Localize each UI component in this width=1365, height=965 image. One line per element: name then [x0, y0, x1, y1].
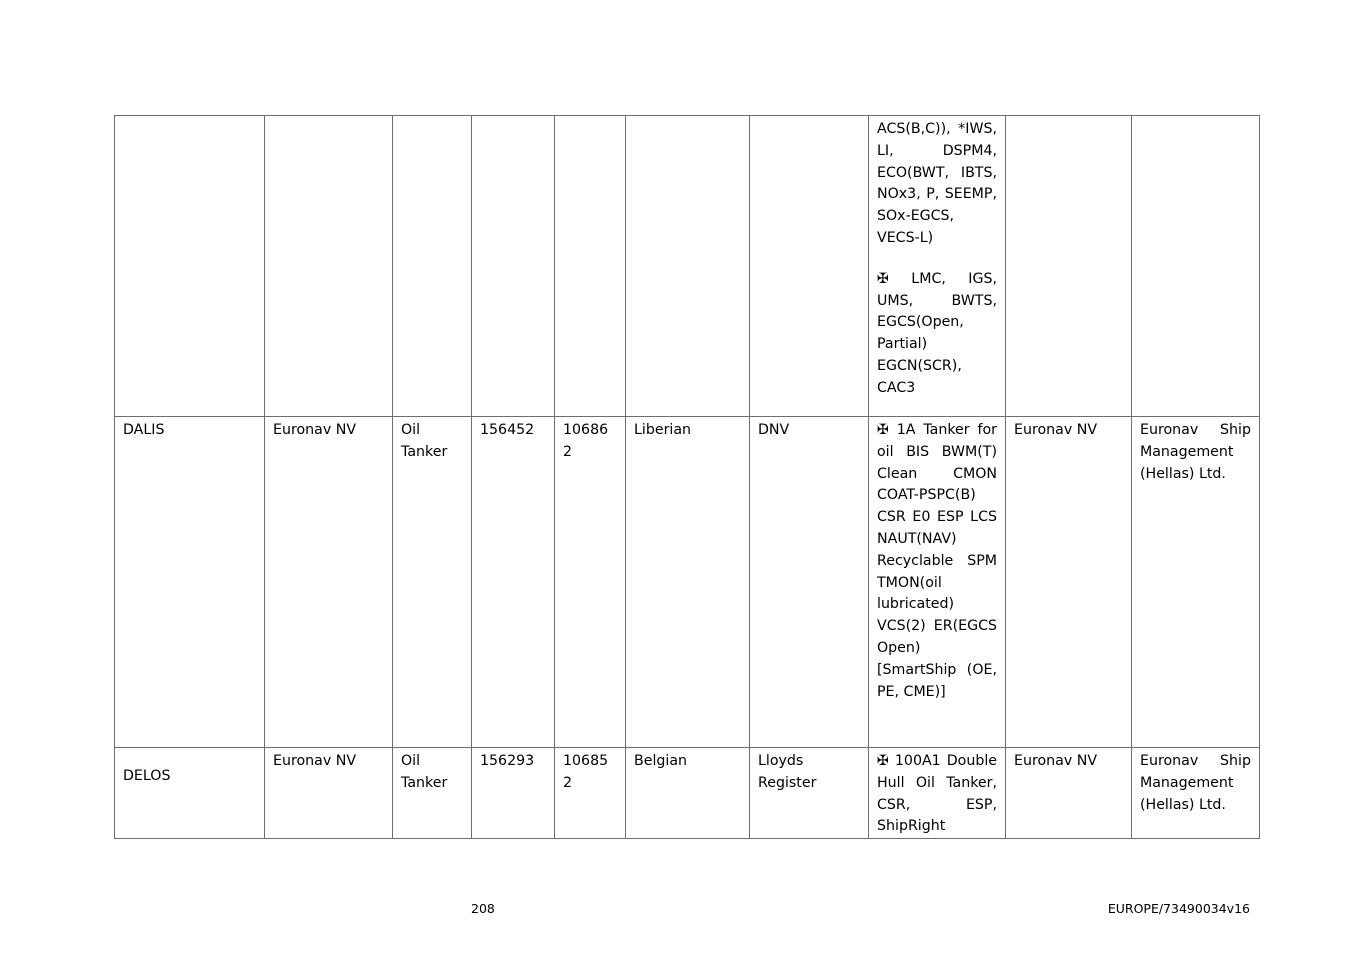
cell-name: DALIS	[115, 417, 265, 748]
cell-gt: 10686 2	[555, 417, 626, 748]
class-notation-block-1: ACS(B,C)), *IWS, LI, DSPM4, ECO(BWT, IBTS, NOx3, P, SEEMP, SOx-EGCS, VECS-L)	[877, 121, 997, 246]
cell-gt: 10685 2	[555, 748, 626, 839]
cell-name: DELOS	[115, 748, 265, 839]
cell-owner	[265, 116, 393, 417]
cell-type: Oil Tanker	[393, 417, 472, 748]
cell-registered-owner: Euronav NV	[1006, 748, 1132, 839]
cell-owner: Euronav NV	[265, 417, 393, 748]
cell-manager	[1132, 116, 1260, 417]
document-reference: EUROPE/73490034v16	[1107, 901, 1250, 916]
cell-flag: Liberian	[626, 417, 750, 748]
cell-manager: Euronav Ship Management (Hellas) Ltd.	[1132, 748, 1260, 839]
cell-class-notation	[869, 116, 1006, 417]
cell-name	[115, 116, 265, 417]
cell-class-society: DNV	[750, 417, 869, 748]
cell-class-notation: ✠ 1A Tanker for oil BIS BWM(T) Clean CMON COAT-PSPC(B) CSR E0 ESP LCS NAUT(NAV) Recyclable SPM TMON(oil lubricated) VCS(2) ER(EGCS Open) [SmartShip (OE, PE, CME)]	[869, 417, 1006, 748]
cell-manager: Euronav Ship Management (Hellas) Ltd.	[1132, 417, 1260, 748]
cell-owner: Euronav NV	[265, 748, 393, 839]
cell-type	[393, 116, 472, 417]
cell-registered-owner	[1006, 116, 1132, 417]
cell-flag: Belgian	[626, 748, 750, 839]
cell-class-society	[750, 116, 869, 417]
cell-dwt	[472, 116, 555, 417]
cell-dwt: 156293	[472, 748, 555, 839]
cell-class-society: Lloyds Register	[750, 748, 869, 839]
cell-class-notation: ✠ 100A1 Double Hull Oil Tanker, CSR, ESP, ShipRight	[869, 748, 1006, 839]
fleet-table	[114, 115, 1260, 839]
class-notation-block-2: ✠ LMC, IGS, UMS, BWTS, EGCS(Open, Partial) EGCN(SCR), CAC3	[877, 270, 997, 396]
cell-type: Oil Tanker	[393, 748, 472, 839]
table-row	[115, 748, 1260, 839]
page-number: 208	[471, 901, 495, 916]
cell-gt	[555, 116, 626, 417]
cell-registered-owner: Euronav NV	[1006, 417, 1132, 748]
table-row-continuation	[115, 116, 1260, 417]
table-row	[115, 417, 1260, 748]
cell-dwt: 156452	[472, 417, 555, 748]
cell-flag	[626, 116, 750, 417]
